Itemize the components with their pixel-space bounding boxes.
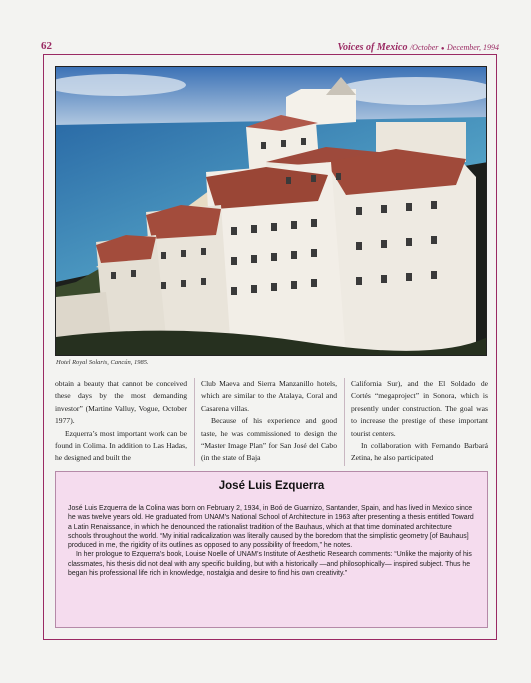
article-column-1 [55, 378, 187, 466]
column-divider [344, 378, 345, 466]
column-1-paragraph-2: Ezquerra’s most important work can be found in Colima. In addition to Las Hadas, he designed and built the [55, 428, 187, 463]
sidebar-body [68, 504, 475, 578]
column-2-paragraph-2: Because of his experience and good taste, he was commissioned to design the “Master Image Plan” for San José del Cabo (in the state of Baja [201, 416, 337, 463]
column-1-paragraph-1: obtain a beauty that cannot be conceived these days by the most demanding investor” (Martine Valluy, Vogue, October 1977). [55, 379, 187, 426]
sidebar-title: José Luis Ezquerra [218, 480, 325, 492]
biography-sidebar [55, 471, 488, 628]
sidebar-paragraph-1: José Luis Ezquerra de la Colina was born on February 2, 1934, in Boó de Guarnizo, Santander, Spain, and has lived in Mexico since he was twelve years old. He graduated from UNAM’s National School of Architecture in 1963 after presenting a thesis entitled Toward a Latin Renaissance, in which he denounced the rationalist tradition of the Bauhaus, which at that time dominated architecture schools throughout the world. “My initial radicalization was literally caused by the boredom that the simplistic geometry [of Bauhaus] produced in me, the rigidity of its outlines as opposed to any possibility of freedom,” he notes. [68, 505, 474, 550]
issue-date-start: /October [409, 43, 439, 52]
issue-date-end: December, 1994 [447, 43, 499, 52]
bullet-icon: ● [440, 46, 445, 52]
column-3-paragraph-2: In collaboration with Fernando Barbará Zetina, he also participated [351, 441, 488, 463]
magazine-title: Voices of Mexico [337, 42, 408, 53]
running-head [337, 42, 499, 53]
column-3-paragraph-1: California Sur), and the El Soldado de Cortés “megaproject” in Sonora, which is presently under construction. The goal was to increase the prestige of these important tourist centers. [351, 379, 488, 438]
sidebar-paragraph-2: In her prologue to Ezquerra’s book, Louise Noelle of UNAM’s Institute of Aesthetic Research comments: “Unlike the majority of his classmates, his thesis did not deal with any specific building, but with a historically —and philosophically— inspired subject. Thus he began his professional life rich in knowledge, nostalgia and desire to find his own creativity.” [68, 551, 472, 578]
hotel-photo [55, 66, 487, 356]
page-number: 62 [41, 40, 52, 52]
photo-caption: Hotel Royal Solaris, Cancún, 1985. [56, 359, 149, 366]
article-columns [55, 378, 488, 466]
article-column-3 [351, 378, 488, 466]
column-divider [194, 378, 195, 466]
column-2-paragraph-1: Club Maeva and Sierra Manzanillo hotels, which are similar to the Atalaya, Coral and Casarena villas. [201, 379, 337, 413]
article-column-2 [201, 378, 337, 466]
